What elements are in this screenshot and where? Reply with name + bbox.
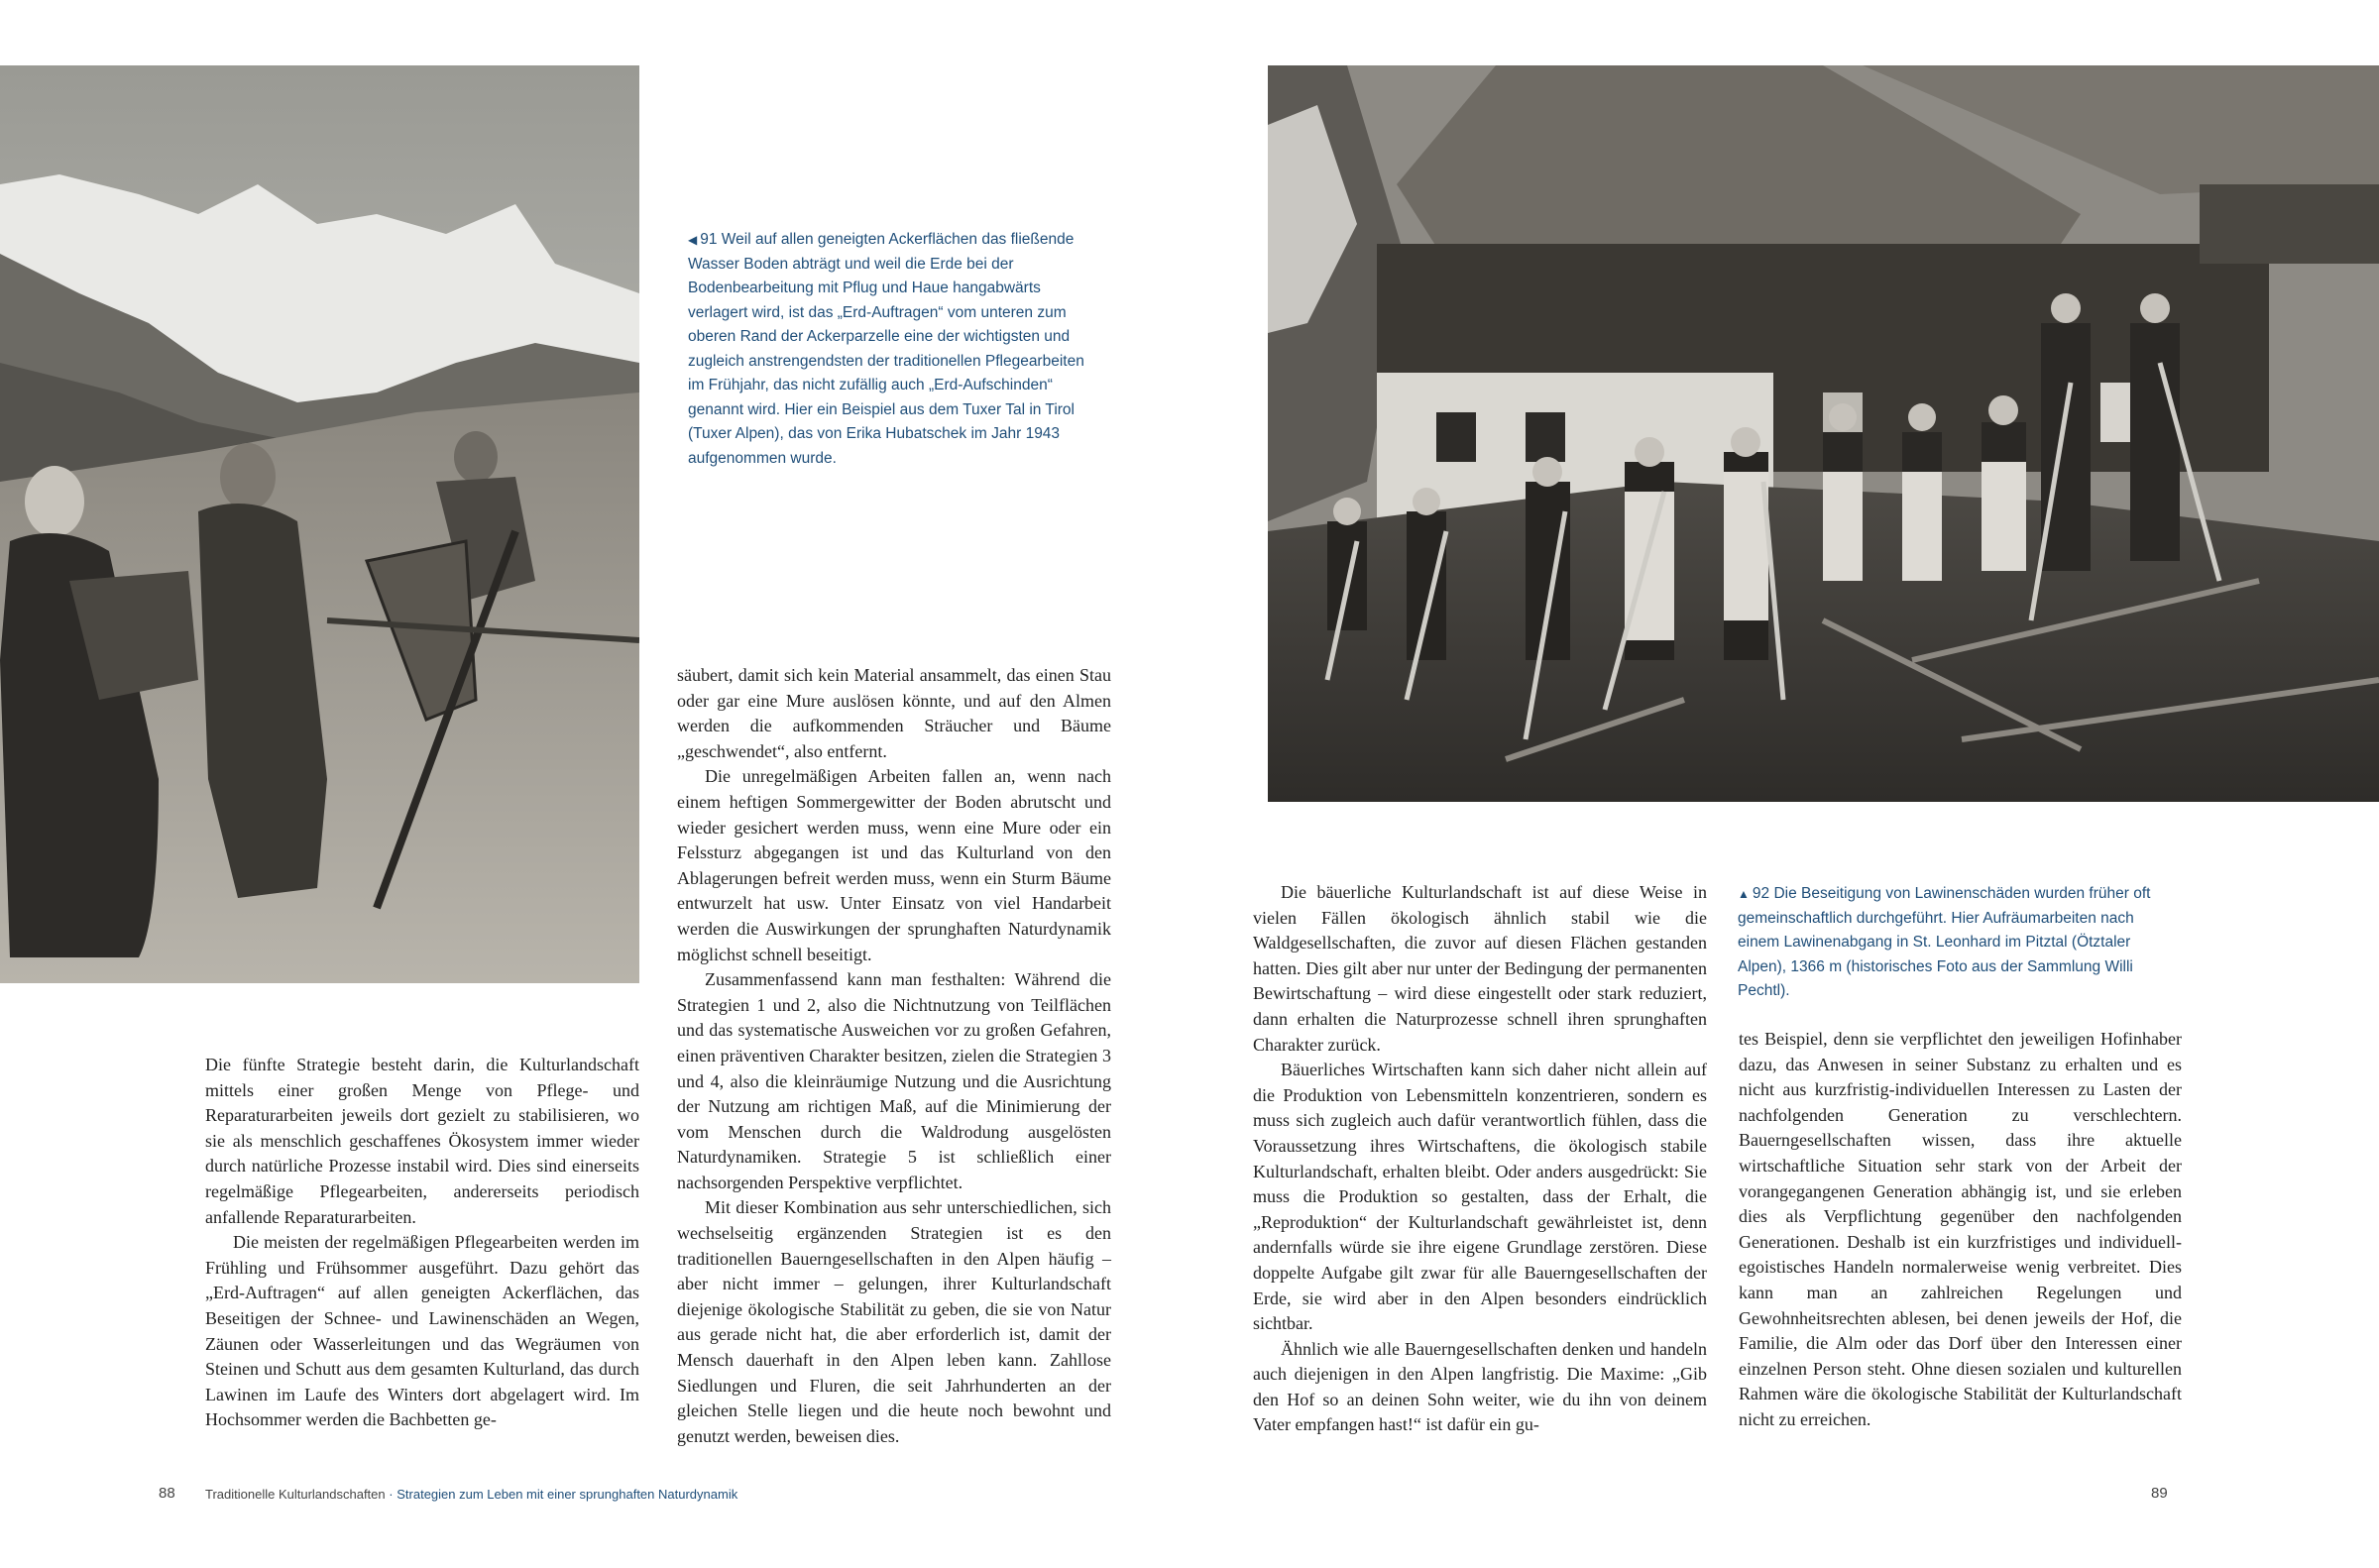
caption-arrow-up-icon: ▲ <box>1738 887 1750 901</box>
text-column-2 <box>677 663 1111 1449</box>
footer-title: Traditionelle Kulturlandschaften <box>205 1487 386 1502</box>
text-column-3 <box>1253 880 1707 1438</box>
caption-text: Weil auf allen geneigten Ackerflächen das fließende Wasser Boden abträgt und weil die Erde bei der Bodenbearbeitung mit Pflug und Haue hangabwärts verlagert wird, ist das „Erd-Auftragen“ vom unteren zum oberen Rand der Ackerparzelle eine der wichtigsten und zugleich anstrengendsten der traditionellen Pflegearbeiten im Frühjahr, das nicht zufällig auch „Erd-Aufschinden“ genannt wird. Hier ein Beispiel aus dem Tuxer Tal in Tirol (Tuxer Alpen), das von Erika Hubatschek im Jahr 1943 aufgenommen wurde. <box>688 231 1084 467</box>
paragraph: Zusammenfassend kann man festhalten: Während die Strategien 1 und 2, also die Nichtnutzung von Teilflächen und das systematische Ausweichen vor zu großen Gefahren, einen präventiven Charakter besitzen, zielen die Strategien 3 und 4, also die kleinräumige Nutzung und die Ausrichtung der Nutzung am richtigen Maß, auf die Minimierung der vom Menschen durch die Waldrodung ausgelösten Naturdynamiken. Strategie 5 ist schließlich einer nachsorgenden Perspektive verpflichtet. <box>677 969 1111 1192</box>
photo-lawinenschaeden <box>1268 65 2379 802</box>
paragraph: Die unregelmäßigen Arbeiten fallen an, wenn nach einem heftigen Sommergewitter der Boden abrutscht und wieder gesichert werden muss, wenn eine Mure oder ein Felssturz abgegangen ist und das Kulturland von den Ablagerungen befreit werden muss, wenn ein Sturm Bäume entwurzelt hat usw. Unter Einsatz von viel Handarbeit werden die Auswirkungen der sprunghaften Naturdynamik möglichst schnell beseitigt. <box>677 766 1111 964</box>
caption-92 <box>1738 882 2164 1004</box>
caption-number: 91 <box>700 231 718 248</box>
caption-number: 92 <box>1752 885 1770 902</box>
paragraph: Die meisten der regelmäßigen Pflegearbeiten werden im Frühling und Frühsommer ausgeführt. Dazu gehört das „Erd-Auftragen“ auf allen geneigten Ackerflächen, das Beseitigen der Schnee- und Lawinenschäden an Wegen, Zäunen oder Wasserleitungen und das Wegräumen von Steinen und Schutt aus dem gesamten Kulturland, das durch Lawinen im Laufe des Winters dort abgelagert wird. Im Hochsommer werden die Bachbetten ge- <box>205 1232 639 1430</box>
paragraph: Mit dieser Kombination aus sehr unterschiedlichen, sich wechselseitig ergänzenden Strategien ist es den traditionellen Bauerngesellschaften in den Alpen häufig – aber nicht immer – gelungen, ihrer Kulturlandschaft diejenige ökologische Stabilität zu geben, die sie von Natur aus gerade nicht hat, die aber erforderlich ist, damit der Mensch dauerhaft in den Alpen leben kann. Zahllose Siedlungen und Fluren, die seit Jahrhunderten an der gleichen Stelle liegen und die heute noch bewohnt und genutzt werden, beweisen dies. <box>677 1197 1111 1446</box>
page-number-right: 89 <box>2151 1485 2168 1502</box>
paragraph: Bäuerliches Wirtschaften kann sich daher nicht allein auf die Produktion von Lebensmitteln konzentrieren, sondern es muss sich zugleich auch dafür verantwortlich fühlen, dass die Voraussetzung ihres Wirtschaftens, die ökologisch stabile Kulturlandschaft, erhalten bleibt. Oder anders ausgedrückt: Sie muss die Produktion so gestalten, dass der Erhalt, die „Reproduktion“ der Kulturlandschaft gewährleistet ist, denn andernfalls würde sie ihre eigene Grundlage zerstören. Diese doppelte Aufgabe gilt zwar für alle Bauerngesellschaften der Erde, sie wird aber in den Alpen besonders eindrücklich sichtbar. <box>1253 1060 1707 1334</box>
paragraph: tes Beispiel, denn sie verpflichtet den jeweiligen Hofinhaber dazu, das Anwesen in seiner Substanz zu erhalten und es nicht aus kurzfristig-individuellen Interessen zu Lasten der nachfolgenden Generation zu verschlechtern. Bauerngesellschaften wissen, dass ihre aktuelle wirtschaftliche Situation sehr stark von der Arbeit der vorangegangenen Generation abhängig ist, und sie erleben dies als Verpflichtung gegenüber den nachfolgenden Generationen. Deshalb ist ein kurzfristiges und individuell-egoistisches Handeln normalerweise wenig verbreitet. Dies kann man an zahlreichen Regelungen und Gewohnheitsrechten ablesen, bei denen jeweils der Hof, die Familie, die Alm oder das Dorf über den Interessen einer einzelnen Person steht. Ohne diesen sozialen und kulturellen Rahmen wäre die ökologische Stabilität der Kulturlandschaft nicht zu erreichen. <box>1739 1029 2182 1429</box>
page-number-left: 88 <box>159 1485 175 1502</box>
text-column-1 <box>205 1053 639 1433</box>
paragraph: Die bäuerliche Kulturlandschaft ist auf diese Weise in vielen Fällen ökologisch ähnlich stabil wie die Waldgesellschaften, die zuvor auf diesen Flächen gestanden hatten. Dies gilt aber nur unter der Bedingung der permanenten Bewirtschaftung – wird diese eingestellt oder stark reduziert, dann erhalten die Naturprozesse schnell ihren sprunghaften Charakter zurück. <box>1253 882 1707 1055</box>
photo-lawinenschaeden-image <box>1268 65 2379 802</box>
paragraph: Die fünfte Strategie besteht darin, die Kulturlandschaft mittels einer großen Menge von Pflege- und Reparaturarbeiten jeweils dort gezielt zu stabilisieren, wo sie als menschlich geschaffenes Ökosystem immer wieder durch natürliche Prozesse instabil wird. Dies sind einerseits regelmäßige Pflegearbeiten, andererseits periodisch anfallende Reparaturarbeiten. <box>205 1055 639 1227</box>
running-footer <box>205 1487 737 1502</box>
text-column-4 <box>1739 1027 2182 1433</box>
footer-separator: · <box>389 1487 394 1502</box>
caption-text: Die Beseitigung von Lawinenschäden wurden früher oft gemeinschaftlich durchgeführt. Hier Aufräumarbeiten nach einem Lawinenabgang in St. Leonhard im Pitztal (Ötztaler Alpen), 1366 m (historisches Foto aus der Sammlung Willi Pechtl). <box>1738 885 2151 999</box>
paragraph: säubert, damit sich kein Material ansammelt, das einen Stau oder gar eine Mure auslösen könnte, und auf den Almen werden die aufkommenden Sträucher und Bäume „geschwendet“, also entfernt. <box>677 665 1111 761</box>
caption-91 <box>688 228 1104 471</box>
photo-erd-auftragen <box>0 65 639 983</box>
caption-arrow-left-icon: ◀ <box>688 233 698 247</box>
paragraph: Ähnlich wie alle Bauerngesellschaften denken und handeln auch diejenigen in den Alpen langfristig. Die Maxime: „Gib den Hof so an deinen Sohn weiter, wie du ihn von deinem Vater empfangen hast!“ ist dafür ein gu- <box>1253 1338 1707 1435</box>
photo-erd-auftragen-image <box>0 65 639 983</box>
footer-subtitle: Strategien zum Leben mit einer sprunghaften Naturdynamik <box>396 1487 738 1502</box>
